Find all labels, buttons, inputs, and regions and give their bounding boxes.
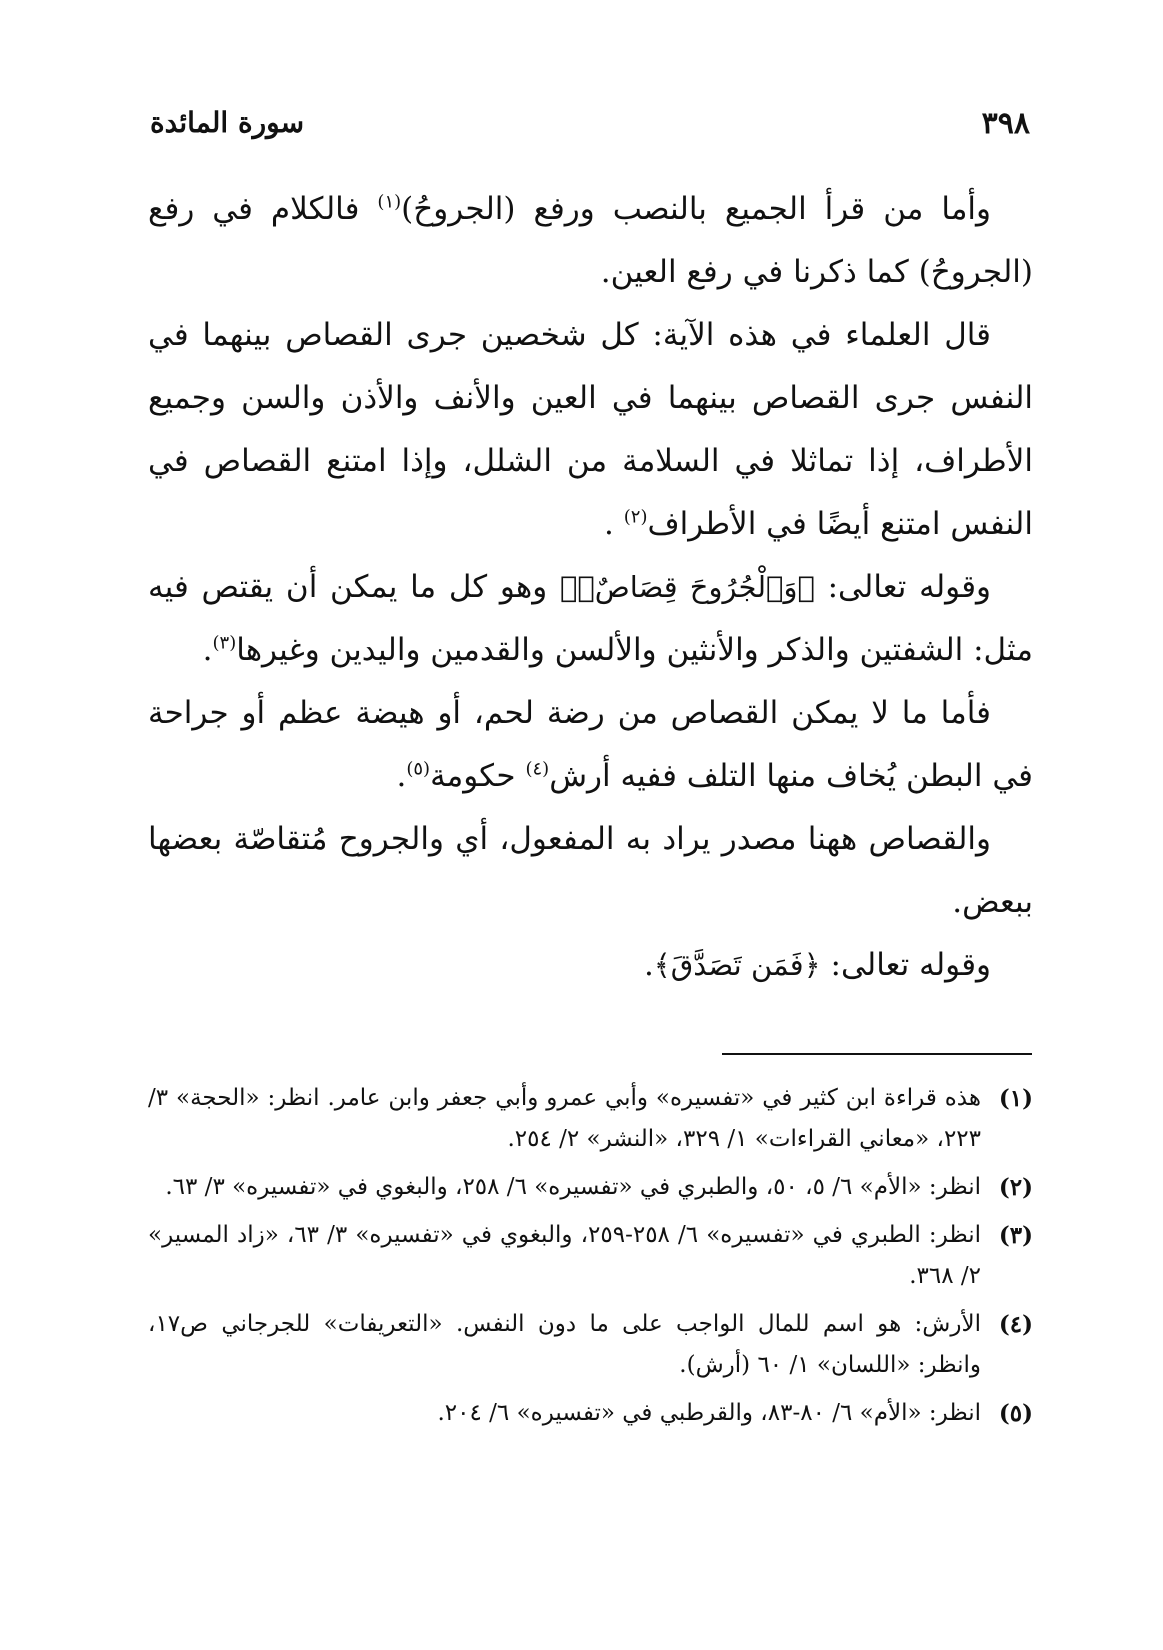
page-header [150, 100, 1030, 150]
text-run: وقوله تعالى: [820, 947, 991, 983]
footnote-ref: (٤) [525, 758, 550, 780]
text-run: وهو كل ما يمكن أن يقتص فيه مثل: الشفتين والذكر والأنثين والألسن والقدمين واليدين وغيرها [148, 569, 1033, 668]
footnote-text: هذه قراءة ابن كثير في «تفسيره» وأبي عمرو وأبي جعفر وابن عامر. انظر: «الحجة» ٣/ ٢٢٣، «معاني القراءات» ١/ ٣٢٩، «النشر» ٢/ ٢٥٤. [148, 1085, 981, 1152]
text-run: وأما من قرأ الجميع بالنصب ورفع (الجروحُ) [401, 191, 992, 227]
footnote-number: (٥) [998, 1400, 1033, 1427]
text-run: فالكلام في رفع (الجروحُ) كما ذكرنا في رفع العين. [148, 191, 1033, 290]
paragraph [148, 304, 1033, 556]
footnote-text: انظر: «الأم» ٦/ ٥، ٥٠، والطبري في «تفسيره» ٦/ ٢٥٨، والبغوي في «تفسيره» ٣/ ٦٣. [165, 1174, 981, 1200]
text-run: . [202, 632, 213, 668]
footnote-ref: (٢) [623, 506, 648, 528]
quran-verse: ﴿فَمَن تَصَدَّقَ﴾ [653, 948, 821, 982]
footnote [148, 1393, 1033, 1434]
quran-verse: ﴿وَٱلْجُرُوحَ قِصَاصٌۚ﴾ [559, 570, 815, 604]
surah-title: سورة المائدة [150, 106, 305, 139]
page-number: ٣٩٨ [981, 106, 1030, 141]
text-run: . [604, 506, 624, 542]
paragraph [148, 682, 1033, 808]
footnote-ref: (٣) [212, 632, 237, 654]
footnote [148, 1078, 1033, 1160]
footnote-text: الأرش: هو اسم للمال الواجب على ما دون النفس. «التعريفات» للجرجاني ص١٧، وانظر: «اللسان» ١/ ٦٠ (أرش). [148, 1311, 981, 1378]
paragraph [148, 934, 1033, 997]
footnote-ref: (١) [377, 191, 402, 213]
text-run: . [396, 758, 407, 794]
footnote-text: انظر: «الأم» ٦/ ٨٠-٨٣، والقرطبي في «تفسيره» ٦/ ٢٠٤. [437, 1400, 981, 1426]
footnotes [148, 1078, 1033, 1441]
footnote-number: (٤) [998, 1311, 1033, 1338]
text-run: حكومة [430, 758, 526, 794]
text-run: قال العلماء في هذه الآية: كل شخصين جرى القصاص بينهما في النفس جرى القصاص بينهما في العين والأنف والأذن والسن وجميع الأطراف، إذا تماثلا في السلامة من الشلل، وإذا امتنع القصاص في النفس امتنع أيضًا في الأطراف [148, 317, 1033, 542]
footnote [148, 1167, 1033, 1208]
footnote [148, 1215, 1033, 1297]
footnote-divider [722, 1053, 1032, 1055]
footnote-number: (١) [998, 1085, 1033, 1112]
paragraph [148, 556, 1033, 682]
paragraph [148, 808, 1033, 934]
main-text [148, 178, 1033, 997]
footnote-ref: (٥) [406, 758, 431, 780]
text-run: فأما ما لا يمكن القصاص من رضة لحم، أو هيضة عظم أو جراحة في البطن يُخاف منها التلف ففيه أرش [148, 695, 1033, 794]
footnote-text: انظر: الطبري في «تفسيره» ٦/ ٢٥٨-٢٥٩، والبغوي في «تفسيره» ٣/ ٦٣، «زاد المسير» ٢/ ٣٦٨. [148, 1222, 981, 1289]
footnote-number: (٣) [998, 1222, 1033, 1249]
paragraph [148, 178, 1033, 304]
text-run: والقصاص ههنا مصدر يراد به المفعول، أي والجروح مُتقاصّة بعضها ببعض. [148, 821, 1033, 920]
text-run: . [643, 947, 654, 983]
text-run: وقوله تعالى: [814, 569, 991, 605]
footnote-number: (٢) [998, 1174, 1033, 1201]
footnote [148, 1304, 1033, 1386]
